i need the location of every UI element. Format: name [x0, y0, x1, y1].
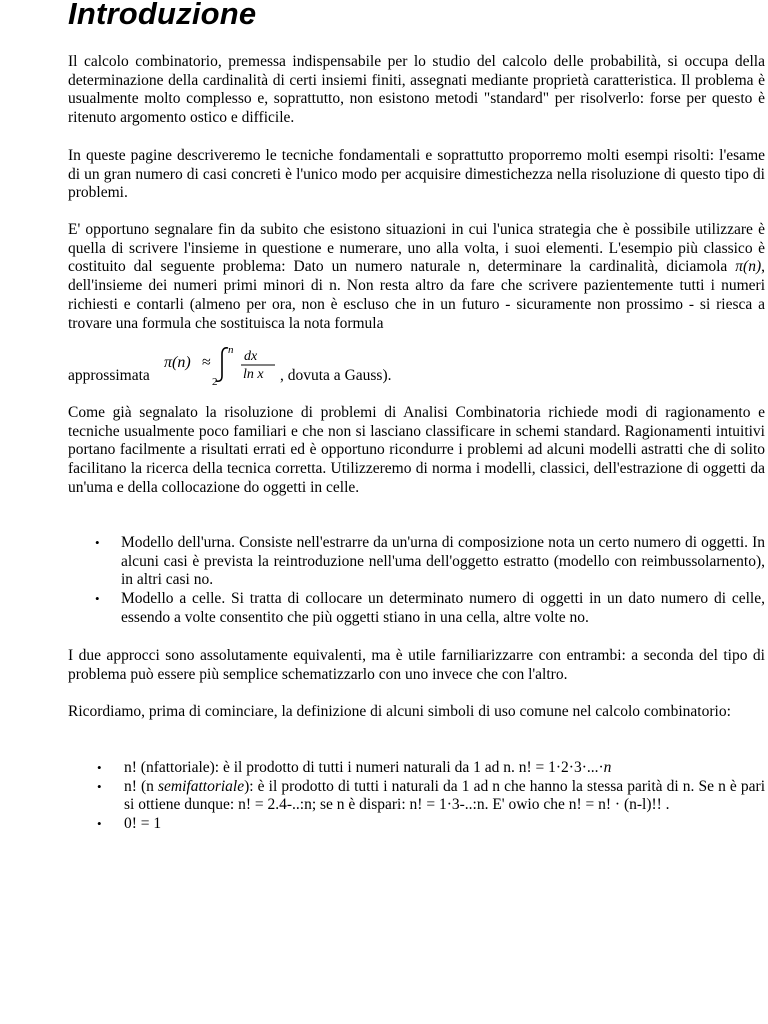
- paragraph-prime-counting: [68, 221, 765, 333]
- bullet-icon: •: [97, 760, 102, 775]
- bullet-icon: •: [95, 591, 100, 607]
- gauss-integral-formula: [164, 345, 282, 385]
- formula-trail-text: , dovuta a Gauss).: [280, 367, 392, 384]
- list-item-factorial: [68, 759, 765, 778]
- fraction-denominator: ln x: [243, 367, 264, 382]
- list-item-urn-model: [68, 534, 765, 590]
- bullet-icon: •: [95, 535, 100, 550]
- paragraph-prime-counting-text-a: E' opportuno segnalare fin da subito che esistono situazioni in cui l'unica strategia che è possibile utilizzare è quella di scrivere l'insieme in questione e numerare, uno alla volta, i suoi elementi. L'esempio più classico è costituito dal seguente problema: Dato un numero naturale n, determinare la cardinalità, diciamola: [68, 221, 765, 276]
- paragraph-models: Come già segnalato la risoluzione di problemi di Analisi Combinatoria richiede modi di ragionamento e tecniche usualmente poco familiari e che non si lasciano classificare in schemi standard. Ragionamenti intuitivi portano facilmente a risultati errati ed è opportuno ricondurre i problemi ad alcuni modelli astratti che di solito facilitano la ricerca della tecnica corretta. Utilizzeremo di norma i modelli, classici, dell'estrazione di oggetti da un'uma e della collocazione do oggetti in celle.: [68, 404, 765, 496]
- paragraph-examples: In queste pagine descriveremo le tecniche fondamentali e soprattutto proporremo molti esempi risolti: l'esame di un gran numero di casi concreti è l'unico modo per acquisire dimestichezza nella risoluzione di questo tipo di problemi.: [68, 147, 765, 202]
- semifactorial-text-a: n! (n: [124, 777, 159, 795]
- paragraph-approaches: I due approcci sono assolutamente equivalenti, ma è utile farniliarizzarre con entrambi: a seconda del tipo di problema può essere più semplice schematizzarlo con uno invece che con l'altro.: [68, 647, 765, 683]
- factorial-n-symbol: n: [603, 759, 612, 776]
- list-item-semifactorial: [68, 778, 765, 815]
- models-list: [68, 534, 765, 628]
- zero-factorial-text: 0! = 1: [124, 815, 162, 833]
- paragraph-prime-counting-text-b: , dell'insieme dei numeri primi minori di n. Non resta altro da fare che scrivere pazientemente tutti i numeri richiesti e contarli (almeno per ora, non è escluso che in un futuro - sicuramente non prossimo - si riesca a trovare una formula che sostituisca la nota formula: [68, 258, 765, 332]
- symbols-list: [68, 759, 765, 834]
- bullet-icon: •: [97, 816, 102, 832]
- factorial-definition-text: n! (nfattoriale): è il prodotto di tutti i numeri naturali da 1 ad n. n! = 1·2·3·...·: [124, 759, 604, 776]
- page-title: Introduzione: [68, 0, 257, 31]
- integral-sign-icon: [216, 348, 228, 381]
- formula-approx-sign: ≈: [202, 354, 211, 371]
- list-item-text: Modello dell'urna. Consiste nell'estrarre da un'urna di composizione nota un certo numero di oggetti. In alcuni casi è prevista la reintroduzione nell'uma dell'oggetto estratto (modello con reimbussolarnento), in altri casi no.: [121, 534, 765, 589]
- paragraph-intro: Il calcolo combinatorio, premessa indispensabile per lo studio del calcolo delle probabilità, si occupa della determinazione della cardinalità di certi insiemi finiti, assegnati mediante proprietà caratteristica. Il problema è usualmente molto complesso e, soprattutto, non esistono metodi "standard" per risolverlo: forse per questo è ritenuto argomento ostico e difficile.: [68, 53, 765, 127]
- semifactorial-text-b: ): è il prodotto di tutti i naturali da 1 ad n che hanno la stessa parità di n. Se n è pari si ottiene dunque: n! = 2.4-..:n; se n è dispari: n! = 1·3-..:n. E' owio che n! = n! · (n-l)!! .: [124, 777, 765, 814]
- integral-lower-limit: 2: [212, 376, 218, 385]
- list-item-text: Modello a celle. Si tratta di collocare un determinato numero di oggetti in un dato numero di celle, essendo a volte consentito che più oggetti stiano in una cella, altre volte no.: [121, 590, 765, 626]
- list-item-cell-model: [68, 590, 765, 627]
- gauss-formula-line: [68, 345, 765, 385]
- pi-of-n-symbol: π(n): [735, 258, 762, 276]
- paragraph-symbols-intro: Ricordiamo, prima di cominciare, la definizione di alcuni simboli di uso comune nel calcolo combinatorio:: [68, 703, 731, 720]
- formula-lhs: π(n): [164, 354, 191, 371]
- integral-upper-limit: n: [228, 345, 234, 356]
- fraction-numerator: dx: [244, 349, 258, 364]
- list-item-zero-factorial: [68, 815, 765, 834]
- formula-lead-text: approssimata: [68, 367, 150, 384]
- semifactorial-term: semifattoriale: [158, 777, 245, 795]
- bullet-icon: •: [97, 778, 102, 794]
